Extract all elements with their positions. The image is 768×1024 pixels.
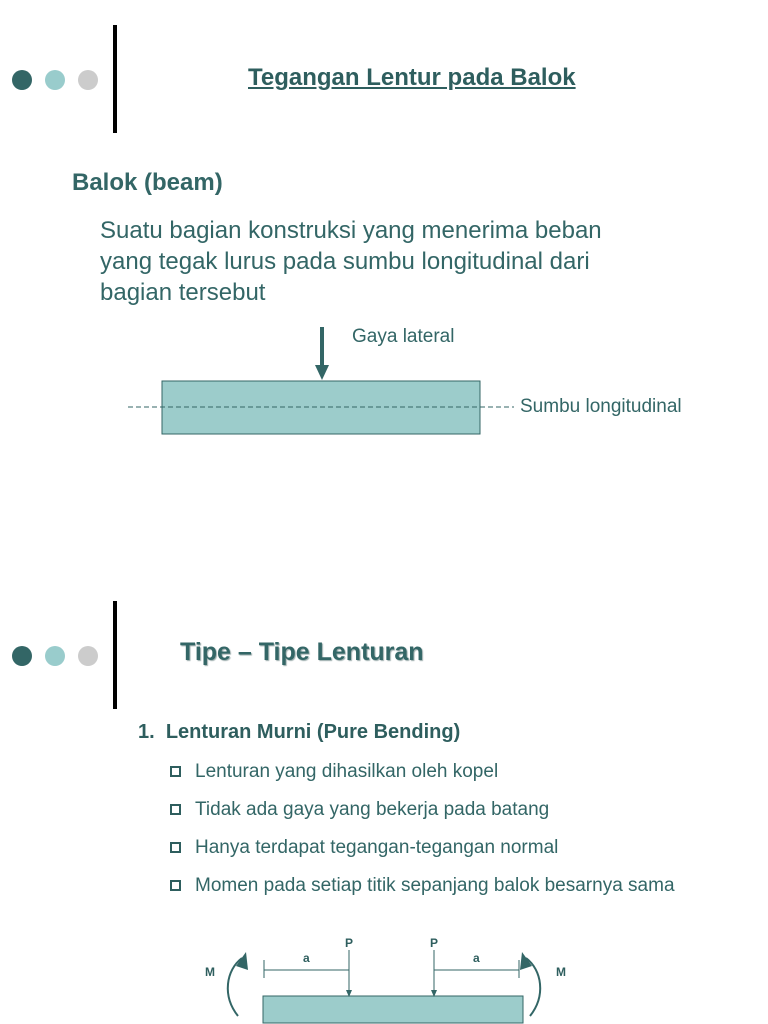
slide-title: Tipe – Tipe Lenturan bbox=[180, 638, 424, 666]
load-label-right: P bbox=[430, 936, 439, 950]
force-label: Gaya lateral bbox=[352, 326, 455, 347]
bullet-dot-teal bbox=[45, 70, 65, 90]
bullet-dot-dark bbox=[12, 70, 32, 90]
checkbox-square-icon bbox=[170, 842, 181, 853]
list-item bbox=[170, 761, 498, 783]
checkbox-square-icon bbox=[170, 766, 181, 777]
section-heading: Balok (beam) bbox=[72, 169, 223, 196]
list-item-heading: Lenturan Murni (Pure Bending) bbox=[165, 721, 461, 743]
distance-label-left: a bbox=[303, 951, 310, 965]
definition-text: Suatu bagian konstruksi yang menerima beban yang tegak lurus pada sumbu longitudinal dari bagian tersebut bbox=[100, 217, 602, 306]
checkbox-square-icon bbox=[170, 880, 181, 891]
list-item bbox=[170, 837, 558, 859]
axis-label: Sumbu longitudinal bbox=[520, 396, 682, 417]
bullet-text: Tidak ada gaya yang bekerja pada batang bbox=[195, 799, 550, 820]
bullet-text: Lenturan yang dihasilkan oleh kopel bbox=[195, 761, 499, 782]
pure-bending-diagram bbox=[0, 930, 768, 1024]
slide-title: Tegangan Lentur pada Balok bbox=[248, 64, 576, 91]
bullet-dot-dark bbox=[12, 646, 32, 666]
title-divider bbox=[113, 601, 117, 709]
beam-rect bbox=[263, 996, 523, 1023]
moment-label-left: M bbox=[205, 965, 215, 979]
checkbox-square-icon bbox=[170, 804, 181, 815]
distance-label-right: a bbox=[473, 951, 480, 965]
bullet-dot-grey bbox=[78, 70, 98, 90]
bullet-dot-grey bbox=[78, 646, 98, 666]
list-item bbox=[170, 875, 675, 897]
bullet-dot-teal bbox=[45, 646, 65, 666]
bullet-text: Momen pada setiap titik sepanjang balok besarnya sama bbox=[195, 875, 675, 896]
title-divider bbox=[113, 25, 117, 133]
list-item-number: 1. bbox=[138, 721, 155, 743]
moment-label-right: M bbox=[556, 965, 566, 979]
list-item-title bbox=[138, 721, 460, 744]
load-label-left: P bbox=[345, 936, 354, 950]
bullet-text: Hanya terdapat tegangan-tegangan normal bbox=[195, 837, 559, 858]
list-item bbox=[170, 799, 549, 821]
force-arrow-head bbox=[315, 365, 329, 380]
